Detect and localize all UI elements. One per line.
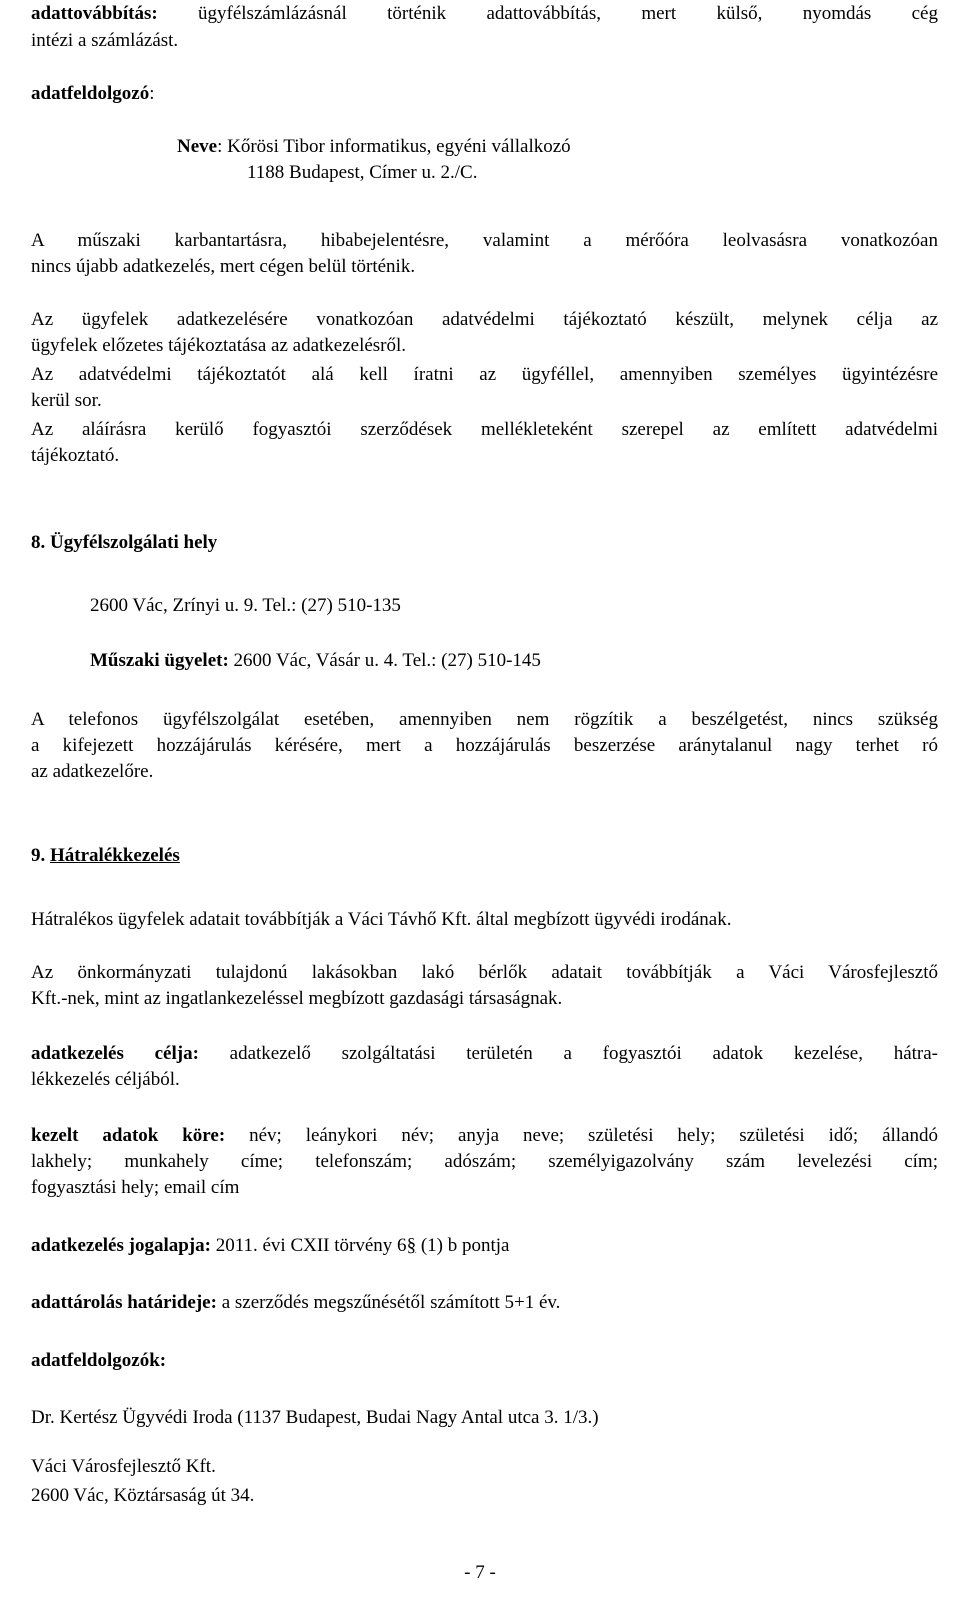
text-line: lakhely; munkahely címe; telefonszám; adószám; személyigazolvány szám levelezési cím; [31, 1151, 938, 1172]
text-line: a kifejezett hozzájárulás kérésére, mert a hozzájárulás beszerzése aránytalanul nagy terhet ró [31, 735, 938, 756]
purpose-line: adatkezelés célja: adatkezelő szolgáltatási területén a fogyasztói adatok kezelése, hátra- [31, 1043, 938, 1064]
text-line: tájékoztató. [31, 445, 120, 466]
text-line: Az önkormányzati tulajdonú lakásokban lakó bérlők adatait továbbítják a Váci Városfejlesztő [31, 962, 938, 983]
processor-1: Dr. Kertész Ügyvédi Iroda (1137 Budapest, Budai Nagy Antal utca 3. 1/3.) [31, 1407, 599, 1428]
text-line: Az aláírásra kerülő fogyasztói szerződések mellékleteként szerepel az említett adatvédelmi [31, 419, 938, 440]
processor-2-address: 2600 Vác, Köztársaság út 34. [31, 1485, 255, 1506]
text-line: intézi a számlázást. [31, 30, 179, 51]
text-line: Az ügyfelek adatkezelésére vonatkozóan adatvédelmi tájékoztató készült, melynek célja az [31, 309, 938, 330]
data-scope-line: kezelt adatok köre: név; leánykori név; anyja neve; születési hely; születési idő; állandó [31, 1125, 938, 1146]
text-line: lékkezelés céljából. [31, 1069, 180, 1090]
text-line: adattovábbítás: ügyfélszámlázásnál történik adattovábbítás, mert külső, nyomdás cég [31, 3, 938, 24]
technical-duty: Műszaki ügyelet: 2600 Vác, Vásár u. 4. Tel.: (27) 510-145 [90, 650, 541, 671]
text-line: Az adatvédelmi tájékoztatót alá kell íratni az ügyféllel, amennyiben személyes ügyintézésre [31, 364, 938, 385]
processor-address: 1188 Budapest, Címer u. 2./C. [247, 162, 478, 183]
text-line: fogyasztási hely; email cím [31, 1177, 240, 1198]
section-8-heading: 8. Ügyfélszolgálati hely [31, 532, 218, 553]
text-line: Kft.-nek, mint az ingatlankezeléssel megbízott gazdasági társaságnak. [31, 988, 563, 1009]
retention: adattárolás határideje: a szerződés megszűnésétől számított 5+1 év. [31, 1292, 561, 1313]
service-address: 2600 Vác, Zrínyi u. 9. Tel.: (27) 510-135 [90, 595, 401, 616]
text-line: Hátralékos ügyfelek adatait továbbítják a Váci Távhő Kft. által megbízott ügyvédi irodának. [31, 909, 732, 930]
legal-basis: adatkezelés jogalapja: 2011. évi CXII törvény 6§ (1) b pontja [31, 1235, 510, 1256]
text-line: A műszaki karbantartásra, hibabejelentésre, valamint a mérőóra leolvasásra vonatkozóan [31, 230, 938, 251]
text-line: nincs újabb adatkezelés, mert cégen belül történik. [31, 256, 416, 277]
processor-2-name: Váci Városfejlesztő Kft. [31, 1456, 216, 1477]
processors-label: adatfeldolgozók: [31, 1350, 167, 1371]
text-line: kerül sor. [31, 390, 102, 411]
text-line: A telefonos ügyfélszolgálat esetében, amennyiben nem rögzítik a beszélgetést, nincs szükség [31, 709, 938, 730]
term-adattovabbitas: adattovábbítás: [31, 3, 158, 24]
page-number: - 7 - [464, 1562, 496, 1583]
text-line: ügyfelek előzetes tájékoztatása az adatkezelésről. [31, 335, 407, 356]
label-adatfeldolgozo: adatfeldolgozó: [31, 83, 155, 104]
processor-name: Neve: Kőrösi Tibor informatikus, egyéni vállalkozó [177, 136, 571, 157]
section-9-heading: 9. Hátralékkezelés [31, 845, 180, 866]
text-line: az adatkezelőre. [31, 761, 154, 782]
